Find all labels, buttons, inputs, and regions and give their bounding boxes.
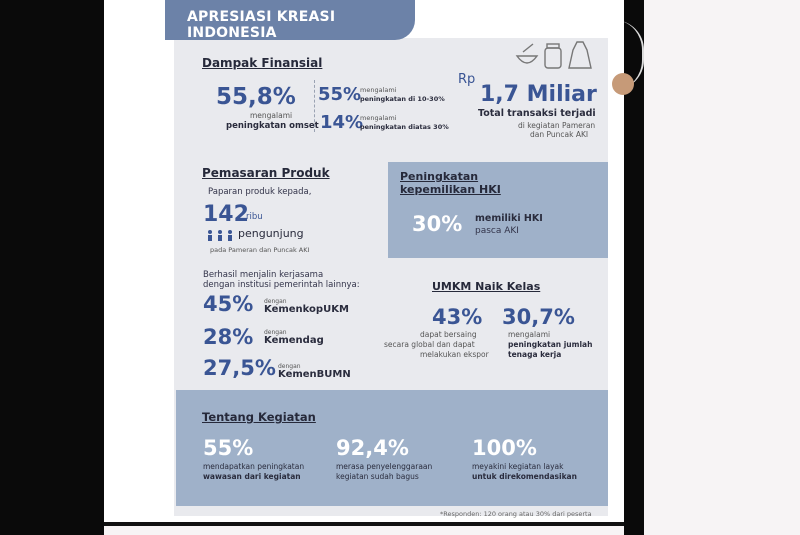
- jar-icon: [545, 44, 561, 68]
- financial-divider: [314, 80, 316, 132]
- umkm-p1-l1: dapat bersaing: [420, 330, 477, 339]
- kemendag-pct: 28%: [203, 325, 254, 349]
- kemenkop-dengan: dengan: [264, 298, 287, 305]
- pengunjung-label: pengunjung: [238, 227, 304, 240]
- footnote: *Responden: 120 orang atau 30% dari peserta: [440, 510, 592, 518]
- umkm-p2-l2: peningkatan jumlah: [508, 340, 593, 349]
- about-3-l2: untuk direkomendasikan: [472, 472, 577, 481]
- hki-title-l1: Peningkatan: [400, 170, 479, 183]
- omset-l2: peningkatan omset: [226, 121, 319, 131]
- umkm-p1-l2: secara global dan dapat: [384, 340, 475, 349]
- financial-title: Dampak Finansial: [202, 56, 323, 70]
- p55-l2: peningkatan di 10-30%: [360, 95, 445, 103]
- pameran-label: pada Pameran dan Puncak AKI: [210, 246, 310, 254]
- paparan-label: Paparan produk kepada,: [208, 187, 312, 197]
- kemenbumn-name: KemenBUMN: [278, 369, 351, 380]
- kegiatan-l2: dan Puncak AKI: [530, 130, 589, 139]
- kemendag-name: Kemendag: [264, 335, 324, 346]
- product-icons: [515, 40, 597, 72]
- page-title: APRESIASI KREASI INDONESIA: [187, 9, 336, 41]
- hki-l1: memiliki HKI: [475, 213, 543, 224]
- dress-icon: [569, 42, 591, 68]
- transaksi-label: Total transaksi terjadi: [478, 108, 596, 119]
- about-2-l2: kegiatan sudah bagus: [336, 472, 419, 481]
- kerjasama-l1: Berhasil menjalin kerjasama: [203, 270, 324, 280]
- decorative-dot: [612, 73, 634, 95]
- kerjasama-l2: dengan institusi pemerintah lainnya:: [203, 280, 360, 290]
- bowl-icon: [517, 44, 537, 63]
- omset-pct: 55,8%: [216, 84, 296, 110]
- umkm-title: UMKM Naik Kelas: [432, 280, 541, 293]
- p55-pct: 55%: [318, 84, 362, 105]
- marketing-title: Pemasaran Produk: [202, 166, 330, 180]
- p14-pct: 14%: [320, 112, 364, 133]
- page-header: [165, 0, 415, 40]
- p14-l1: mengalami: [360, 114, 397, 122]
- about-1-l2: wawasan dari kegiatan: [203, 472, 301, 481]
- about-2-l1: merasa penyelenggaraan: [336, 462, 433, 471]
- people-icon: [206, 229, 236, 241]
- kegiatan-l1: di kegiatan Pameran: [518, 121, 596, 130]
- umkm-p1-l3: melakukan ekspor: [420, 350, 489, 359]
- kemenbumn-dengan: dengan: [278, 363, 301, 370]
- about-pct-3: 100%: [472, 436, 537, 460]
- hki-l2: pasca AKI: [475, 226, 519, 236]
- visitor-count: 142: [203, 202, 249, 227]
- left-black-bar: [0, 0, 104, 535]
- omset-l1: mengalami: [250, 111, 293, 120]
- p55-l1: mengalami: [360, 86, 397, 94]
- rp-label: Rp: [458, 72, 476, 87]
- about-title: Tentang Kegiatan: [202, 410, 316, 424]
- umkm-p2: 30,7%: [502, 305, 575, 329]
- kemenkop-name: KemenkopUKM: [264, 304, 349, 315]
- kemenbumn-pct: 27,5%: [203, 356, 276, 380]
- kemenkop-pct: 45%: [203, 292, 254, 316]
- about-3-l1: meyakini kegiatan layak: [472, 462, 564, 471]
- umkm-p2-l3: tenaga kerja: [508, 350, 562, 359]
- about-1-l1: mendapatkan peningkatan: [203, 462, 305, 471]
- hki-title-l2: kepemilikan HKI: [400, 183, 501, 196]
- hki-pct: 30%: [412, 212, 463, 236]
- kemendag-dengan: dengan: [264, 329, 287, 336]
- miliar-value: 1,7 Miliar: [480, 82, 597, 107]
- about-pct-2: 92,4%: [336, 436, 409, 460]
- umkm-p2-l1: mengalami: [508, 330, 551, 339]
- umkm-p1: 43%: [432, 305, 483, 329]
- p14-l2: peningkatan diatas 30%: [360, 123, 449, 131]
- ribu-label: ribu: [246, 212, 263, 222]
- about-pct-1: 55%: [203, 436, 254, 460]
